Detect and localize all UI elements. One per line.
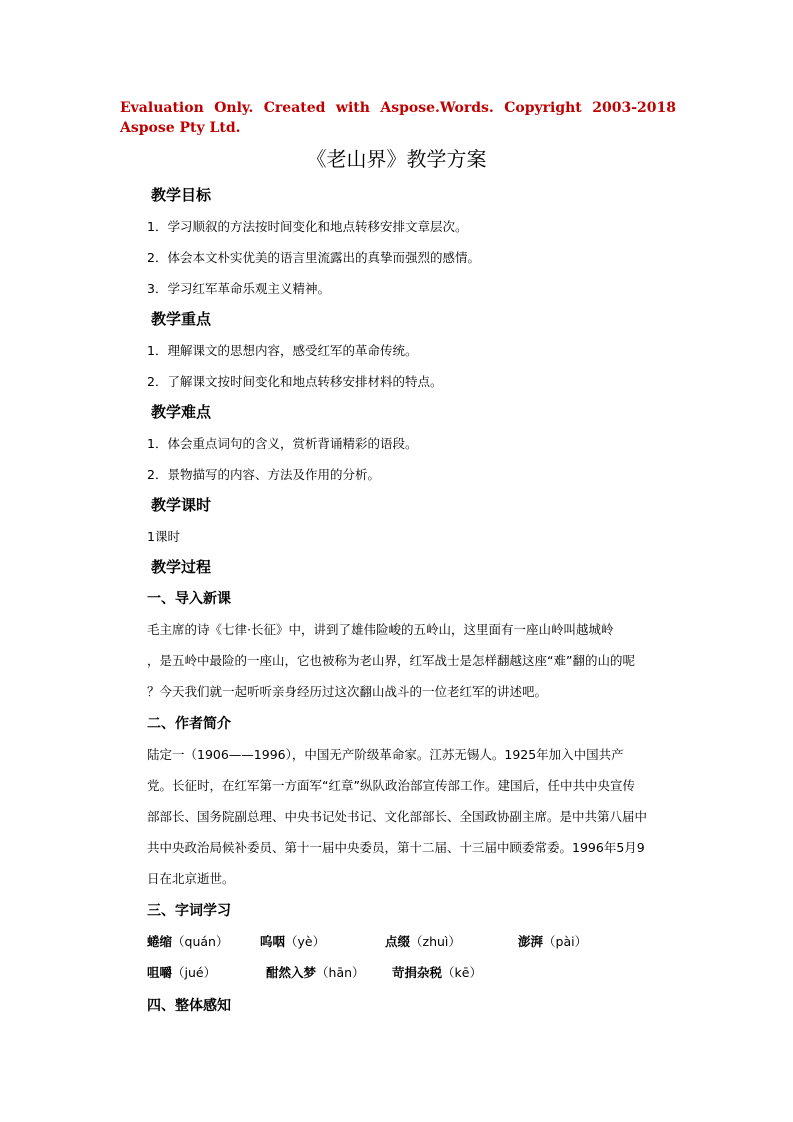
key-points-heading: 教学重点	[151, 310, 212, 328]
vocab-item	[147, 963, 216, 983]
vocab-pinyin: （quán）	[172, 934, 229, 949]
author-line-5: 日在北京逝世。	[147, 871, 235, 886]
vocab-item	[260, 932, 325, 952]
intro-line-2: ，是五岭中最险的一座山，它也被称为老山界，红军战士是怎样翻越这座“难”翻的山的呢	[147, 653, 635, 668]
vocab-item	[392, 963, 482, 983]
author-line-2: 党。长征时，在红军第一方面军“红章”纵队政治部宣传部工作。建国后，任中共中央宣传	[147, 778, 635, 793]
vocab-pinyin: （zhuì）	[410, 934, 461, 949]
section-author-heading: 二、作者简介	[147, 716, 231, 732]
author-line-1: 陆定一（1906——1996），中国无产阶级革命家。江苏无锡人。1925年加入中国共产	[147, 747, 624, 762]
vocab-word: 咀嚼	[147, 965, 173, 980]
hours-heading: 教学课时	[151, 496, 212, 514]
author-line-4: 共中央政治局候补委员、第十一届中央委员，第十二届、十三届中顾委常委。1996年5月9	[147, 840, 645, 855]
goal-item-1: 1．学习顺叙的方法按时间变化和地点转移安排文章层次。	[147, 219, 468, 234]
section-overview-heading: 四、整体感知	[147, 998, 231, 1014]
vocab-pinyin: （hān）	[316, 965, 365, 980]
vocab-word: 酣然入梦	[266, 965, 317, 980]
vocab-item	[385, 932, 461, 952]
vocab-pinyin: （kē）	[442, 965, 482, 980]
difficulty-item-1: 1．体会重点词句的含义，赏析背诵精彩的语段。	[147, 436, 418, 451]
key-point-item-2: 2．了解课文按时间变化和地点转移安排材料的特点。	[147, 374, 443, 389]
document-title: 《老山界》教学方案	[306, 147, 487, 171]
vocab-pinyin: （jué）	[172, 965, 217, 980]
goals-heading: 教学目标	[151, 186, 212, 204]
evaluation-watermark: Evaluation Only. Created with Aspose.Words. Copyright 2003-2018 Aspose Pty Ltd.	[120, 100, 676, 136]
intro-line-3: ？今天我们就一起听听亲身经历过这次翻山战斗的一位老红军的讲述吧。	[147, 684, 548, 699]
vocab-word: 呜咽	[260, 934, 286, 949]
vocab-item	[147, 932, 228, 952]
hours-value: 1课时	[147, 529, 180, 544]
vocab-item	[266, 963, 365, 983]
vocab-word: 蜷缩	[147, 934, 173, 949]
goal-item-3: 3．学习红军革命乐观主义精神。	[147, 281, 330, 296]
section-intro-heading: 一、导入新课	[147, 591, 231, 607]
vocab-word: 澎湃	[518, 934, 544, 949]
goal-item-2: 2．体会本文朴实优美的语言里流露出的真挚而强烈的感情。	[147, 250, 480, 265]
intro-line-1: 毛主席的诗《七律·长征》中，讲到了雄伟险峻的五岭山，这里面有一座山岭叫越城岭	[147, 622, 614, 637]
process-heading: 教学过程	[151, 558, 212, 576]
vocab-pinyin: （yè）	[285, 934, 326, 949]
difficulty-item-2: 2．景物描写的内容、方法及作用的分析。	[147, 467, 380, 482]
section-vocab-heading: 三、字词学习	[147, 903, 231, 919]
key-point-item-1: 1．理解课文的思想内容，感受红军的革命传统。	[147, 343, 418, 358]
difficulties-heading: 教学难点	[151, 403, 212, 421]
vocab-item	[518, 932, 587, 952]
author-line-3: 部部长、国务院副总理、中央书记处书记、文化部部长、全国政协副主席。是中共第八届中	[147, 809, 648, 824]
vocab-word: 苛捐杂税	[392, 965, 443, 980]
vocab-pinyin: （pài）	[543, 934, 588, 949]
vocab-word: 点缀	[385, 934, 411, 949]
